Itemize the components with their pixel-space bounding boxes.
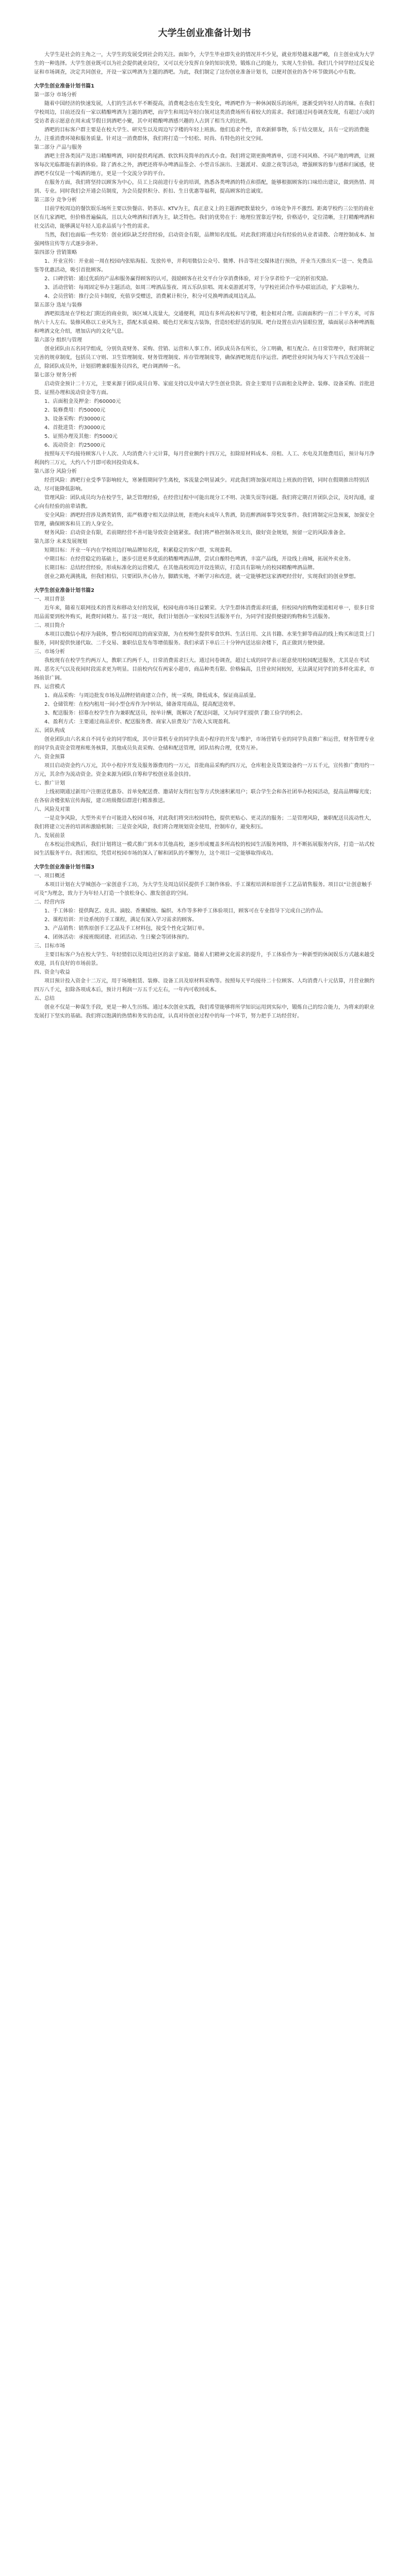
section-heading: 大学生创业准备计划书篇3 [34, 865, 94, 870]
subsection-heading: 一、项目概述 [34, 873, 65, 879]
list-item: 5、证照办理及其他：约5000元 [44, 434, 118, 439]
paragraph: 项目预计投入资金十二万元，用于场地租赁、装修、设备工具及原材料采购等。按照每天平均接待二十位顾客、人均消费八十元估算，月营业额约四万八千元，扣除各项成本后，预计月利润一万五千元左右，一年内可收回成本。 [34, 978, 374, 993]
subsection-heading: 第七部分 财务分析 [34, 372, 77, 378]
paragraph: 经营风险：酒吧行业受季节影响较大，寒暑假期间学生离校，客流量会明显减少。对此我们将加强对周边上班族的营销，同时在假期推出特别活动，尽可能降低影响。 [34, 478, 369, 492]
paragraph: 酒吧主营各类国产及进口精酿啤酒，同时提供鸡尾酒、软饮料及简单的西式小食。我们将定期更换啤酒单，引进不同风格、不同产地的啤酒，让顾客每次光临都能有新的体验。除了酒水之外，酒吧还将举办啤酒品鉴会、小型音乐演出、主题派对、桌游之夜等活动，增强顾客的参与感和归属感，使酒吧不仅仅是一个喝酒的地方，更是一个交流分享的平台。 [34, 154, 374, 177]
subsection-heading: 六、资金预算 [34, 754, 65, 760]
paragraph: 创业团队由五名同学组成，分别负责财务、采购、营销、运营和人事工作。团队成员各有所长，分工明确，相互配合。在日常管理中，我们将制定完善的规章制度，包括员工守则、卫生管理制度、财务管理制度、库存管理制度等，确保酒吧规范有序运营。酒吧营业时间为每天下午四点至凌晨一点，除团队成员外，计划招聘兼职服务员四名，吧台调酒师一名。 [34, 346, 374, 369]
paragraph: 本项目计划在大学城创办一家创意手工坊，为大学生及周边居民提供手工制作体验、手工课程培训和原创手工艺品销售服务。项目以“让创意触手可及”为理念，致力于为年轻人打造一个放松身心、激发创意的空间。 [34, 882, 372, 896]
subsection-heading: 三、目标市场 [34, 943, 65, 949]
list-item: 2、口碑营销：通过优质的产品和服务赢得顾客的认可，鼓励顾客在社交平台分享消费体验，对于分享者给予一定的折扣奖励。 [44, 276, 332, 282]
list-item: 1、开业宣传：开业前一周在校园内张贴海报、发放传单，并利用微信公众号、微博、抖音等社交媒体进行预热，开业当天推出买一送一、免费品鉴等优惠活动，吸引首批顾客。 [34, 259, 373, 273]
document-body [34, 50, 375, 1021]
subsection-heading: 三、市场分析 [34, 649, 65, 655]
paragraph: 短期目标：开业一年内在学校周边打响品牌知名度，积累稳定的客户群，实现盈利。 [44, 548, 235, 553]
paragraph: 酒吧拟选址在学校北门附近的商业街，该区域人流量大，交通便利，周边有多所高校和写字楼，租金相对合理。店面面积约一百二十平方米，可容纳六十人左右。装修风格以工业风为主，搭配木质桌椅、暖色灯光和复古装饰，营造轻松舒适的氛围。吧台设置在店内显眼位置，墙面展示各种啤酒瓶和啤酒文化介绍，增加店内的文化气息。 [34, 311, 374, 334]
list-item: 1、商品采购：与周边批发市场及品牌经销商建立合作，统一采购，降低成本，保证商品质量。 [44, 693, 259, 699]
paragraph: 安全风险：酒吧经营涉及酒类销售，需严格遵守相关法律法规，拒绝向未成年人售酒，防范醉酒闹事等突发事件。我们将制定应急预案，加强安全管理，确保顾客和员工的人身安全。 [34, 513, 374, 527]
list-item: 3、设备采购：约30000元 [44, 416, 106, 422]
list-item: 2、仓储管理：在校内租用一间小型仓库作为中转站，储备常用商品，提高配送效率。 [44, 702, 239, 707]
paragraph: 创业团队由六名来自不同专业的同学组成，其中计算机专业的同学负责小程序的开发与维护，市场营销专业的同学负责推广和运营，财务管理专业的同学负责资金管理和账务核算，其他成员负责采购、仓储和配送管理，团队结构合理，优势互补。 [34, 737, 374, 751]
list-item: 3、活动营销：每周固定举办主题活动，如周三啤酒品鉴夜、周五乐队驻唱、周末桌游派对等，与学校社团合作举办联谊活动，扩大影响力。 [44, 285, 363, 291]
paragraph: 创业不仅是一种谋生手段，更是一种人生历练。通过本次创业实践，我们希望能够将所学知识运用到实际中，锻炼自己的综合能力，为将来的职业发展打下坚实的基础。我们将以饱满的热情和务实的态度，认真对待创业过程中的每一个环节，努力把手工坊经营好。 [34, 1005, 374, 1019]
paragraph: 长期目标：总结经营经验，形成标准化的运营模式，在其他高校周边开设连锁店，打造具有影响力的校园精酿啤酒品牌。 [44, 565, 318, 571]
paragraph: 在本校运营成熟后，我们计划将这一模式推广到本市其他高校，逐步形成覆盖多所高校的校园生活服务网络，并不断拓展服务内容，打造一站式校园生活服务平台。我们相信，凭借对校园市场的深入了解和团队的不懈努力，这个项目一定能够取得成功。 [34, 842, 374, 856]
subsection-heading: 五、总结 [34, 996, 55, 1002]
paragraph: 主要目标客户为在校大学生、年轻情侣以及周边社区的亲子家庭。随着人们精神文化需求的提升，手工体验作为一种新型的休闲娱乐方式越来越受欢迎，具有良好的市场前景。 [34, 952, 374, 967]
paragraph: 在服务方面，我们将坚持以顾客为中心，员工上岗前进行专业的培训，熟悉各类啤酒的特点和搭配，能够根据顾客的口味给出建议，做到热情、周到、专业。同时我们会开通会员制度，为会员提供积分、折扣、生日优惠等福利，提高顾客的忠诚度。 [34, 180, 374, 194]
paragraph: 上线初期通过新用户注册送优惠券、首单免配送费、邀请好友得红包等方式快速积累用户；联合学生会和各社团举办校园活动，提高品牌曝光度；在各宿舍楼张贴宣传海报，建立班级微信群进行精准推送。 [34, 789, 374, 804]
list-item: 3、配送服务：招募在校学生作为兼职配送员，按单计酬，既解决了配送问题，又为同学们提供了勤工俭学的机会。 [44, 710, 306, 716]
list-item: 3、产品销售：销售原创手工艺品及手工材料包，接受个性化定制订单。 [44, 926, 208, 931]
paragraph: 近年来，随着互联网技术的普及和移动支付的发展，校园电商市场日益繁荣。大学生群体消费需求旺盛，但校园内的购物渠道相对单一，很多日常用品需要到校外购买，耗费时间精力。基于这一现状，我们计划创办一家校园生活服务平台，为同学们提供便捷的购物和生活服务。 [34, 605, 374, 620]
subsection-heading: 四、资金与收益 [34, 970, 70, 975]
list-item: 4、会员营销：推行会员卡制度，充值享受赠送，消费累计积分，积分可兑换啤酒或周边礼品。 [44, 294, 259, 299]
subsection-heading: 二、项目简介 [34, 623, 65, 629]
list-item: 4、盈利方式：主要通过商品差价、配送服务费、商家入驻费及广告收入实现盈利。 [44, 719, 234, 725]
paragraph: 本项目以微信小程序为载体，整合校园周边的商家资源，为在校师生提供零食饮料、生活日用、文具书籍、水果生鲜等商品的线上购买和送货上门服务，同时提供快递代取、二手交易、兼职信息发布等增值服务。我们承诺下单后三十分钟内送达宿舍楼下，真正做到方便快捷。 [34, 632, 374, 646]
paragraph: 大学生是社会的主角之一，大学生的发展受到社会的关注。面如今，大学生毕业即失业的情况并不少见，就业形势越来越严峻，自主创业成为大学生的一种选择。大学生创业既可以为社会提供就业岗位，又可以充分发挥自身的知识优势，锻炼自己的能力，实现人生价值。我们几个同学经过反复论证和市场调查，决定共同创业，开设一家以啤酒为主题的酒吧。为此，我们制定了这份创业准备计划书，以便对创业的各个环节做到心中有数。 [34, 52, 374, 75]
page-title: 大学生创业准备计划书 [158, 28, 251, 39]
list-item: 1、店面租金及押金：约60000元 [44, 399, 121, 404]
paragraph: 酒吧的目标客户群主要是在校大学生、研究生以及周边写字楼的年轻上班族。他们追求个性，喜欢新鲜事物，乐于结交朋友，具有一定的消费能力，注重消费环境和服务质量。针对这一消费群体，我们将打造一个轻松、时尚、有特色的社交空间。 [34, 127, 369, 142]
subsection-heading: 七、推广计划 [34, 781, 65, 786]
subsection-heading: 九、发展前景 [34, 833, 65, 839]
paragraph: 中期目标：在经营稳定的基础上，逐步引进更多优质的精酿啤酒品牌，尝试自酿特色啤酒，丰富产品线，开设线上商城，拓展外卖业务。 [44, 556, 354, 562]
section-heading: 大学生创业准备计划书篇1 [34, 83, 94, 89]
list-item: 1、手工体验：提供陶艺、皮具、滴胶、香薰蜡烛、编织、木作等多种手工体验项目，顾客可在专业指导下完成自己的作品。 [44, 908, 326, 914]
subsection-heading: 二、经营内容 [34, 900, 65, 905]
paragraph: 项目启动资金约八万元，其中小程序开发及服务器费用约一万元，首批商品采购约四万元，仓库租金及货架设备约一万五千元，宣传推广费用约一万元，其余作为流动资金。资金来源为团队自筹和学校创业基金扶持。 [34, 763, 374, 777]
paragraph: 一是竞争风险，大型外卖平台可能进入校园市场，对此我们将突出校园特色，提供更贴心、更灵活的服务；二是管理风险，兼职配送员流动性大，我们将建立完善的培训和激励机制；三是资金风险，我们将合理规划资金使用，控制库存，避免积压。 [34, 816, 374, 830]
paragraph: 目前学校周边的餐饮娱乐场所主要以快餐店、奶茶店、KTV为主，真正意义上的主题酒吧数量较少，市场竞争并不激烈。距离学校约三公里的商业区有几家酒吧，但价格普遍偏高，且以大众啤酒和洋酒为主，缺乏特色。我们的优势在于：地理位置靠近学校，价格适中，定位清晰，主打精酿啤酒和社交活动，能够满足年轻人追求品质与个性的需求。 [34, 206, 374, 229]
paragraph: 管理风险：团队成员均为在校学生，缺乏管理经验，在经营过程中可能出现分工不明、决策失误等问题。我们将定期召开团队会议，及时沟通，虚心向有经验的前辈请教。 [34, 495, 374, 510]
subsection-heading: 第五部分 选址与装修 [34, 302, 83, 308]
list-item: 4、团体活动：承接班级团建、社团活动、生日聚会等团体预约。 [44, 935, 192, 940]
subsection-heading: 第一部分 市场分析 [34, 92, 77, 98]
paragraph: 启动资金预计二十万元，主要来源于团队成员自筹、家庭支持以及申请大学生创业贷款。资金主要用于店面租金及押金、装修、设备采购、首批进货、证照办理和流动资金等方面。 [34, 381, 374, 396]
paragraph: 随着中国经济的快速发展，人们的生活水平不断提高，消费观念也在发生变化，啤酒吧作为一种休闲娱乐的场所，逐渐受到年轻人的青睐。在我们学校周边，目前还没有一家以精酿啤酒为主题的酒吧，而学生和周边年轻白领对这类消费场所有着较大的需求。我们通过问卷调查发现，有超过六成的受访者表示愿意在周末或节假日到酒吧小聚，其中对精酿啤酒感兴趣的人占到了相当大的比例。 [34, 101, 374, 124]
paragraph: 财务风险：启动资金有限，若前期经营不善可能导致资金链紧张。我们将严格控制各项支出，做好资金规划，预留一定的风险准备金。 [44, 530, 349, 536]
subsection-heading: 第八部分 风险分析 [34, 469, 77, 474]
subsection-heading: 第九部分 未来发展规划 [34, 539, 88, 545]
paragraph: 我校现有在校学生约两万人，教职工约两千人，日常消费需求巨大。通过问卷调查，超过七成的同学表示愿意使用校园配送服务，尤其是在考试周、恶劣天气以及夜间时段需求更为明显。目前校内仅有两家小超市，商品种类有限、价格偏高，且营业时间较短，无法满足同学们的多样化需求，市场前景广阔。 [34, 658, 374, 681]
subsection-heading: 第三部分 竞争分析 [34, 197, 77, 203]
subsection-heading: 四、运营模式 [34, 684, 65, 690]
list-item: 6、流动资金：约25000元 [44, 443, 106, 448]
paragraph: 按照每天平均接待顾客八十人次、人均消费六十元计算，每月营业额约十四万元，扣除原材料成本、房租、人工、水电及其他费用后，预计每月净利润约三万元，大约八个月即可收回投资成本。 [34, 451, 374, 466]
list-item: 2、课程培训：开设系统的手工课程，满足有深入学习需求的顾客。 [44, 917, 198, 923]
list-item: 4、首批进货：约30000元 [44, 425, 106, 431]
subsection-heading: 第六部分 组织与管理 [34, 337, 83, 343]
subsection-heading: 八、风险及对策 [34, 807, 70, 812]
subsection-heading: 五、团队构成 [34, 728, 65, 734]
subsection-heading: 第四部分 营销策略 [34, 250, 77, 256]
paragraph: 当然，我们也面临一些劣势：创业团队缺乏经营经验，启动资金有限，品牌知名度低。对此我们将通过向有经验的从业者请教、合理控制成本、加强网络宣传等方式逐步弥补。 [34, 232, 374, 247]
paragraph: 创业之路充满挑战，但我们相信，只要团队齐心协力，脚踏实地，不断学习和改进，就一定能够把这家酒吧经营好，实现我们的创业梦想。 [44, 574, 359, 580]
list-item: 2、装修费用：约50000元 [44, 408, 106, 413]
subsection-heading: 一、项目背景 [34, 597, 65, 602]
subsection-heading: 第二部分 产品与服务 [34, 145, 83, 150]
section-heading: 大学生创业准备计划书篇2 [34, 588, 94, 594]
